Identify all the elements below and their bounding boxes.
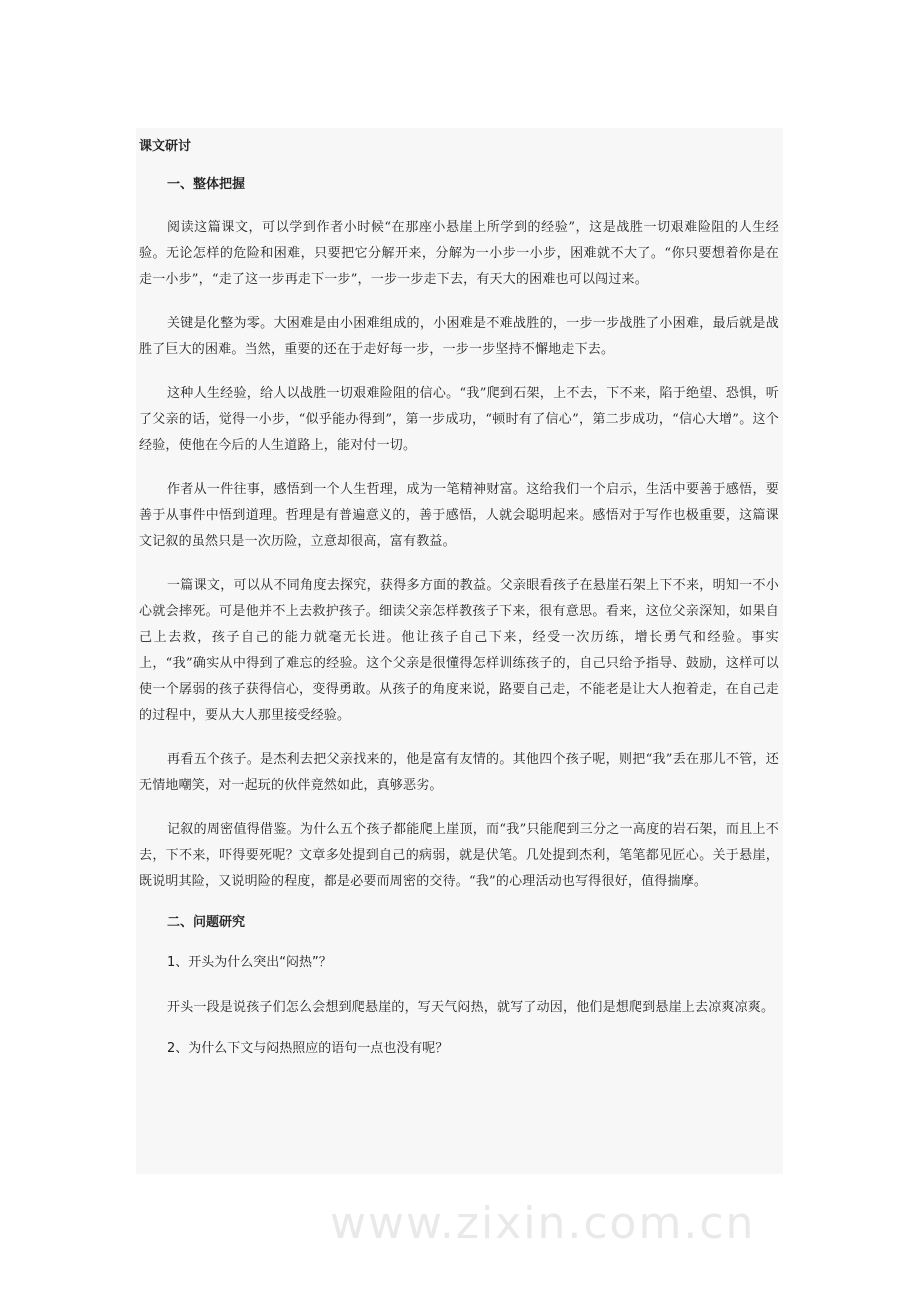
question-2: 2、为什么下文与闷热照应的语句一点也没有呢？ <box>167 1041 449 1056</box>
paragraph: 关键是化整为零。大困难是由小困难组成的，小困难是不难战胜的，一步一步战胜了小困难，最后就是战胜了巨大的困难。当然，重要的还在于走好每一步，一步一步坚持不懈地走下去。 <box>139 316 779 357</box>
paragraph: 作者从一件往事，感悟到一个人生哲理，成为一笔精神财富。这给我们一个启示，生活中要善于感悟，要善于从事件中悟到道理。哲理是有普遍意义的，善于感悟，人就会聪明起来。感悟对于写作也极重要，这篇课文记叙的虽然只是一次历险，立意却很高，富有教益。 <box>139 482 779 549</box>
watermark: www.zixin.com.cn <box>330 1198 756 1249</box>
page-title: 课文研讨 <box>139 139 192 154</box>
section-heading-overview: 一、整体把握 <box>167 177 246 192</box>
question-1: 1、开头为什么突出“闷热”？ <box>167 955 332 970</box>
paragraph: 一篇课文，可以从不同角度去探究，获得多方面的教益。父亲眼看孩子在悬崖石架上下不来，明知一不小心就会摔死。可是他并不上去救护孩子。细读父亲怎样教孩子下来，很有意思。看来，这位父亲深知，如果自己上去救，孩子自己的能力就毫无长进。他让孩子自己下来，经受一次历练，增长勇气和经验。事实上，“我”确实从中得到了难忘的经验。这个父亲是很懂得怎样训练孩子的，自己只给予指导、鼓励，这样可以使一个孱弱的孩子获得信心，变得勇敢。从孩子的角度来说，路要自己走，不能老是让大人抱着走，在自己走的过程中，要从大人那里接受经验。 <box>139 578 779 723</box>
paragraph: 阅读这篇课文，可以学到作者小时候“在那座小悬崖上所学到的经验”，这是战胜一切艰难险阻的人生经验。无论怎样的危险和困难，只要把它分解开来，分解为一小步一小步，困难就不大了。“你只要想着你是在走一小步”，“走了这一步再走下一步”，一步一步走下去，有天大的困难也可以闯过来。 <box>139 220 779 287</box>
paragraph: 再看五个孩子。是杰利去把父亲找来的，他是富有友情的。其他四个孩子呢，则把“我”丢在那儿不管，还无情地嘲笑，对一起玩的伙伴竟然如此，真够恶劣。 <box>139 752 779 793</box>
answer-1: 开头一段是说孩子们怎么会想到爬悬崖的，写天气闷热，就写了动因，他们是想爬到悬崖上去凉爽凉爽。 <box>167 1000 775 1015</box>
section-heading-questions: 二、问题研究 <box>167 915 246 930</box>
paragraph: 这种人生经验，给人以战胜一切艰难险阻的信心。“我”爬到石架，上不去，下不来，陷于绝望、恐惧，听了父亲的话，觉得一小步，“似乎能办得到”，第一步成功，“顿时有了信心”，第二步成功，“信心大增”。这个经验，使他在今后的人生道路上，能对付一切。 <box>139 386 779 453</box>
paragraph: 记叙的周密值得借鉴。为什么五个孩子都能爬上崖顶，而“我”只能爬到三分之一高度的岩石架，而且上不去，下不来，吓得要死呢？文章多处提到自己的病弱，就是伏笔。几处提到杰利，笔笔都见匠心。关于悬崖，既说明其险，又说明险的程度，都是必要而周密的交待。“我”的心理活动也写得很好，值得揣摩。 <box>139 822 779 889</box>
document-content <box>139 137 779 1081</box>
